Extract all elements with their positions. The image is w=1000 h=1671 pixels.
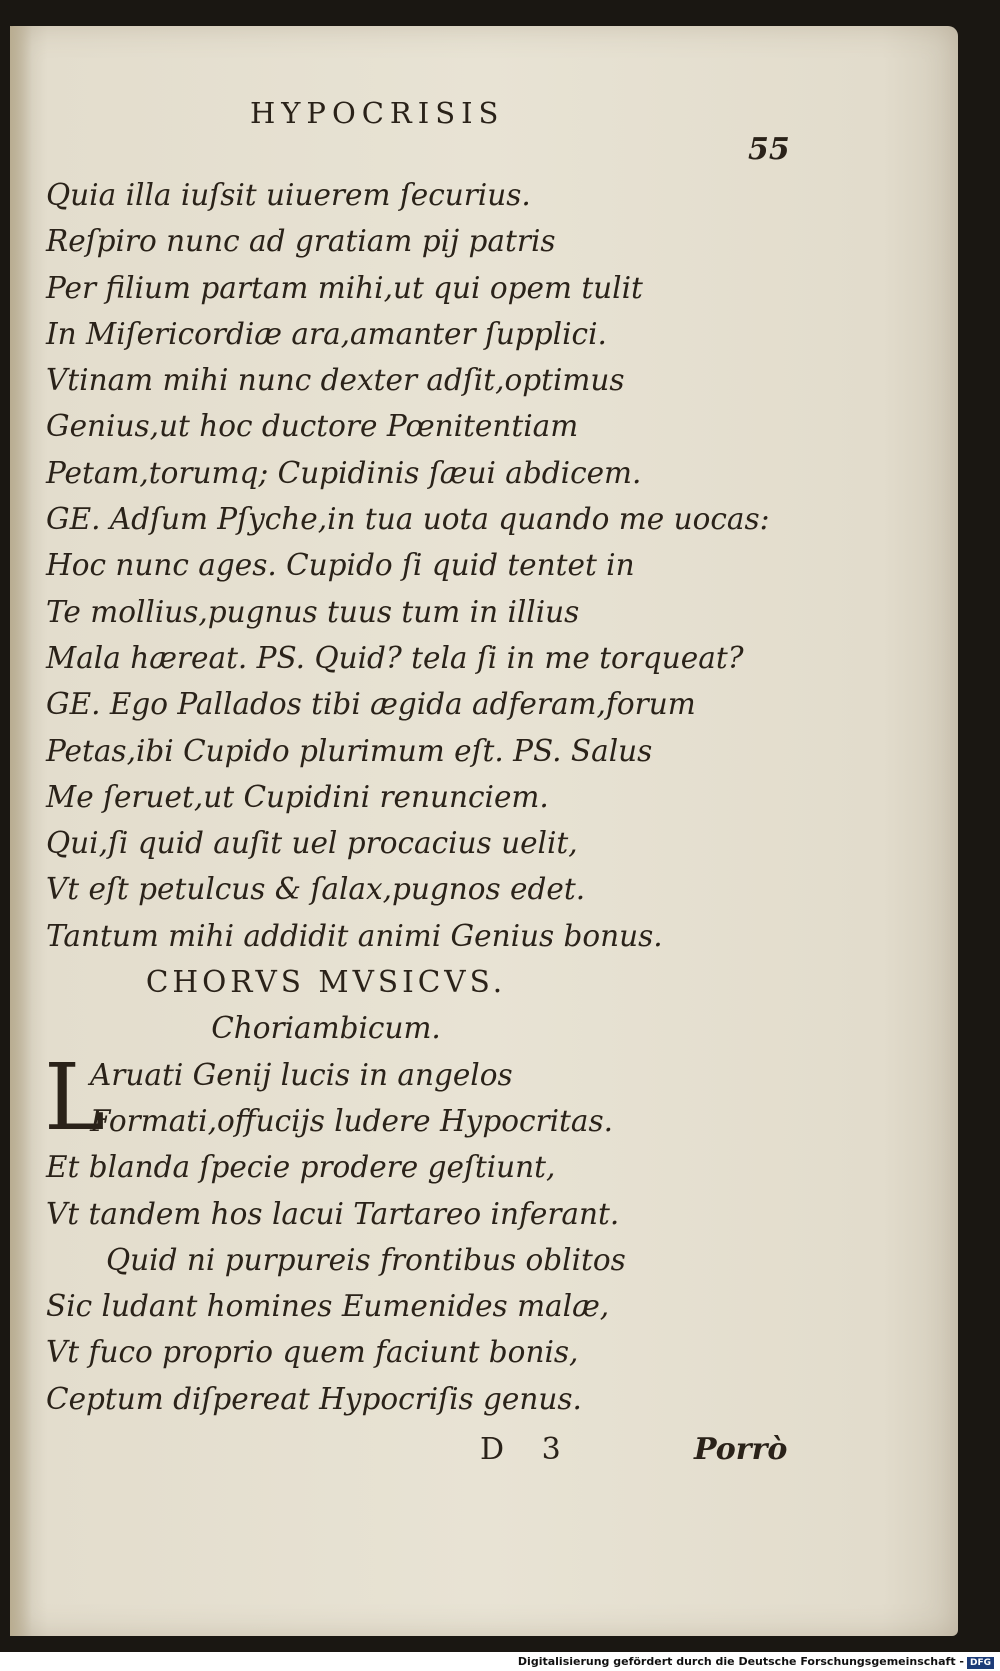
verse-line: Vtinam mihi nunc dexter adſit,optimus [46, 363, 625, 398]
page-number: 55 [748, 132, 790, 167]
verse-line: Tantum mihi addidit animi Genius bonus. [46, 918, 663, 953]
verse-line: Quid ni purpureis frontibus oblitos [106, 1242, 626, 1277]
catchword: Porrò [694, 1432, 788, 1467]
digitization-credit [518, 1655, 994, 1669]
text-block [46, 172, 906, 1422]
verse-line: Petas,ibi Cupido plurimum eſt. PS. Salus [46, 733, 653, 768]
verse-line: Hoc nunc ages. Cupido ſi quid tentet in [46, 548, 635, 583]
verse-line: Vt eſt petulcus & ſalax,pugnos edet. [46, 872, 586, 907]
meter-heading: Choriambicum. [211, 1011, 441, 1046]
verse-line: Reſpiro nunc ad gratiam pij patris [46, 224, 556, 259]
signature-mark: D 3 [480, 1432, 575, 1467]
chorus-title: CHORVS MVSICVS. [145, 965, 507, 1000]
verse-line: Petam,torumq; Cupidinis ſæui abdicem. [46, 455, 642, 490]
running-head: HYPOCRISIS [250, 96, 505, 130]
dfg-logo: DFG [967, 1657, 994, 1669]
drop-cap: L [44, 1043, 106, 1151]
verse-line: Genius,ut hoc ductore Pœnitentiam [46, 409, 579, 444]
verse-line: Quia illa iuſsit uiuerem ſecurius. [46, 178, 531, 212]
verse-line: Vt fuco proprio quem faciunt bonis, [46, 1335, 579, 1370]
verse-line: GE. Ego Pallados tibi ægida adferam,forum [46, 687, 696, 722]
verse-line: Qui,ſi quid auſit uel procacius uelit, [46, 826, 578, 861]
verse-line: Vt tandem hos lacui Tartareo inferant. [46, 1196, 620, 1231]
verse-line: Formati,offucijs ludere Hypocritas. [90, 1103, 613, 1138]
verse-line: In Miſericordiæ ara,amanter ſupplici. [46, 316, 607, 351]
credit-text: Digitalisierung gefördert durch die Deutsche Forschungsgemeinschaft - [517, 1655, 964, 1668]
verse-line: Et blanda ſpecie prodere geſtiunt, [46, 1150, 556, 1185]
verse-line: Mala hæreat. PS. Quid? tela ſi in me torqueat? [46, 640, 744, 675]
verse-line: Aruati Genij lucis in angelos [90, 1057, 513, 1092]
verse-line: Sic ludant homines Eumenides malæ, [46, 1289, 610, 1324]
binding-gutter [10, 26, 32, 1636]
chorus-opening [44, 1043, 906, 1151]
verse-line: Te mollius,pugnus tuus tum in illius [46, 594, 580, 629]
verse-line: Me ſeruet,ut Cupidini renunciem. [46, 779, 549, 814]
verse-line: Per filium partam mihi,ut qui opem tulit [46, 270, 643, 305]
verse-line: GE. Adſum Pſyche,in tua uota quando me uocas: [46, 502, 770, 537]
verse-line: Ceptum diſpereat Hypocriſis genus. [46, 1381, 582, 1416]
